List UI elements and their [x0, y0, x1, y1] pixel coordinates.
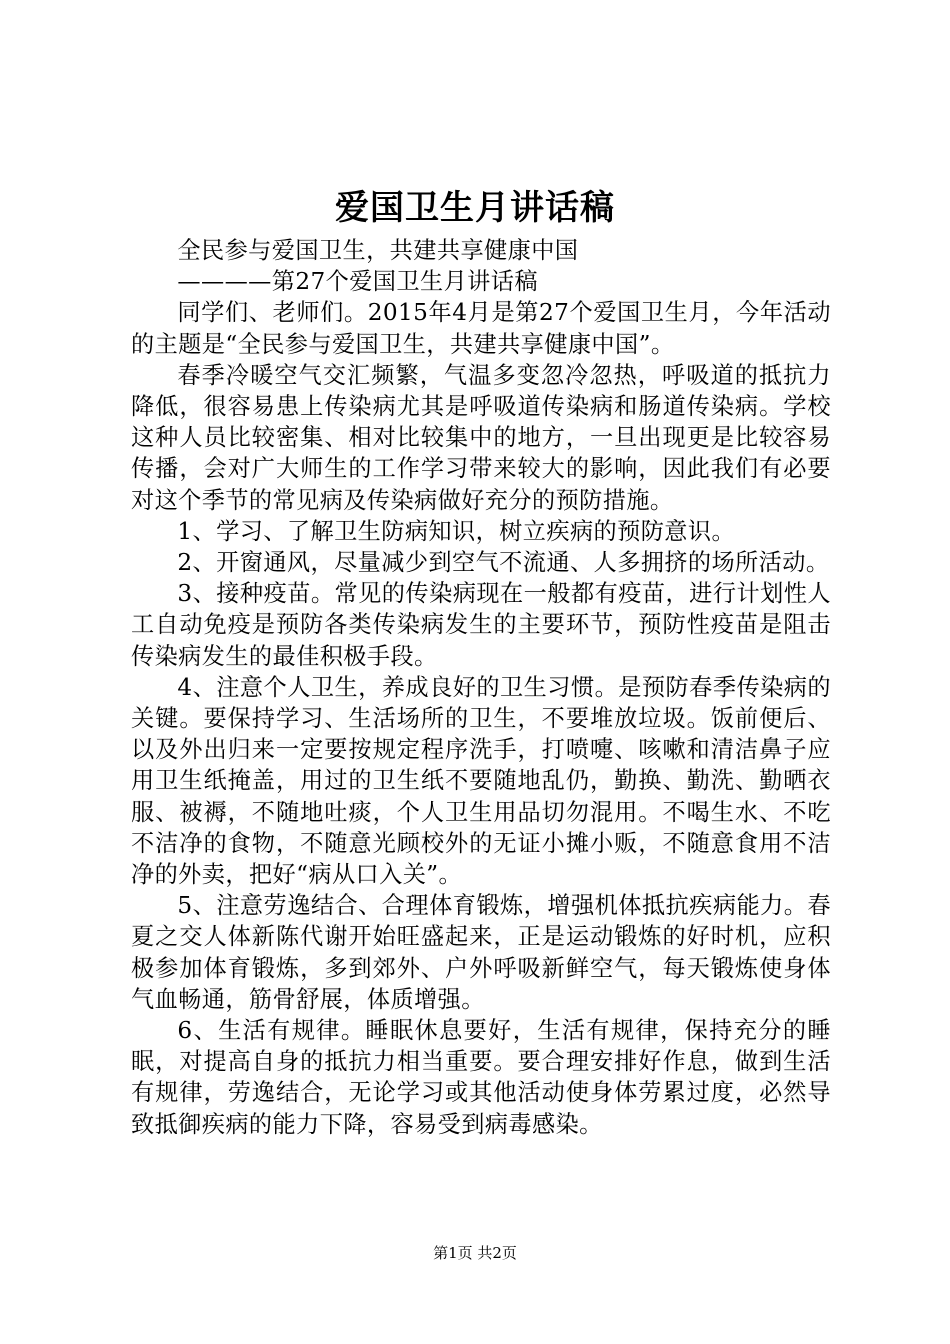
paragraph-greeting: 同学们、老师们。2015年4月是第27个爱国卫生月，今年活动的主题是“全民参与爱国卫生，共建共享健康中国”。 — [131, 299, 831, 358]
paragraph-background: 春季冷暖空气交汇频繁，气温多变忽冷忽热，呼吸道的抵抗力降低，很容易患上传染病尤其是呼吸道传染病和肠道传染病。学校这种人员比较密集、相对比较集中的地方，一旦出现更是比较容易传播，会对广大师生的工作学习带来较大的影响，因此我们有必要对这个季节的常见病及传染病做好充分的预防措施。 — [131, 361, 831, 514]
subtitle-dash-line: ————第27个爱国卫生月讲话稿 — [177, 268, 538, 296]
document-body — [131, 235, 831, 1140]
paragraph-item-4: 4、注意个人卫生，养成良好的卫生习惯。是预防春季传染病的关键。要保持学习、生活场所的卫生，不要堆放垃圾。饭前便后、以及外出归来一定要按规定程序洗手，打喷嚏、咳嗽和清洁鼻子应用卫生纸掩盖，用过的卫生纸不要随地乱仍，勤换、勤洗、勤晒衣服、被褥，不随地吐痰，个人卫生用品切勿混用。不喝生水、不吃不洁净的食物，不随意光顾校外的无证小摊小贩，不随意食用不洁净的外卖，把好“病从口入关”。 — [131, 673, 831, 889]
paragraph-item-2: 2、开窗通风，尽量减少到空气不流通、人多拥挤的场所活动。 — [177, 549, 830, 577]
paragraph-item-3: 3、接种疫苗。常见的传染病现在一般都有疫苗，进行计划性人工自动免疫是预防各类传染病发生的主要环节，预防性疫苗是阻击传染病发生的最佳积极手段。 — [131, 580, 831, 670]
paragraph-item-1: 1、学习、了解卫生防病知识，树立疾病的预防意识。 — [177, 517, 736, 545]
paragraph-item-6: 6、生活有规律。睡眠休息要好，生活有规律，保持充分的睡眠，对提高自身的抵抗力相当重要。要合理安排好作息，做到生活有规律，劳逸结合，无论学习或其他活动使身体劳累过度，必然导致抵御疾病的能力下降，容易受到病毒感染。 — [131, 1017, 831, 1138]
paragraph-item-5: 5、注意劳逸结合、合理体育锻炼，增强机体抵抗疾病能力。春夏之交人体新陈代谢开始旺盛起来，正是运动锻炼的好时机，应积极参加体育锻炼，多到郊外、户外呼吸新鲜空气，每天锻炼使身体气血畅通，筋骨舒展，体质增强。 — [131, 892, 831, 1013]
subtitle: 全民参与爱国卫生，共建共享健康中国 — [177, 237, 579, 264]
page-footer: 第1页 共2页 — [433, 1244, 517, 1262]
page-title: 爱国卫生月讲话稿 — [335, 188, 615, 228]
